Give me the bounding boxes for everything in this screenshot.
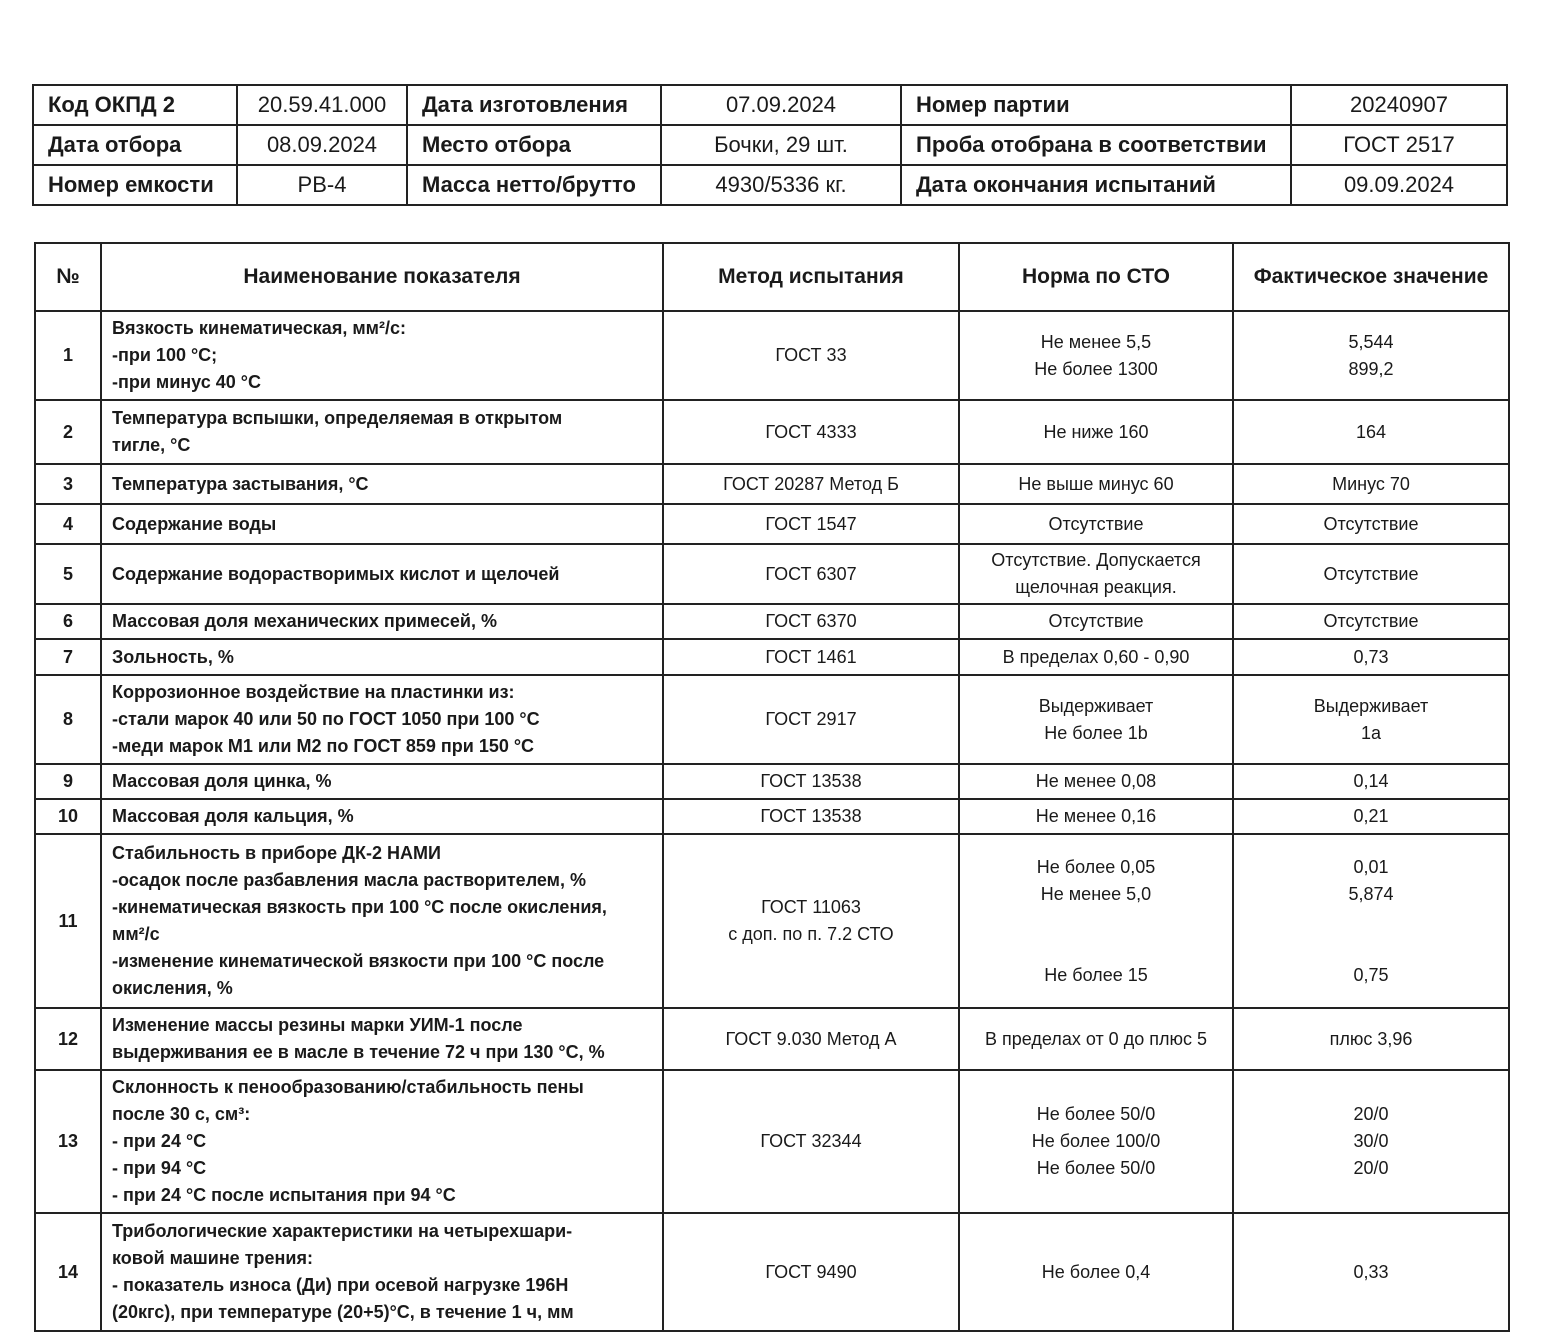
norm-line: Не ниже 160 [1043,421,1149,442]
tank-number-value: РВ-4 [237,165,407,205]
norm-line: Не более 1300 [1034,358,1158,379]
indicator-line: Склонность к пенообразованию/стабильность пены [112,1077,584,1097]
info-row [33,85,1507,125]
norm-line: Не менее 0,16 [1035,806,1157,826]
indicator-name [101,544,663,604]
indicator-name [101,400,663,464]
actual-line: 899,2 [1348,358,1394,379]
indicator-line: Коррозионное воздействие на пластинки из: [112,682,515,702]
indicator-name [101,675,663,764]
test-method [663,1213,959,1331]
indicator-name [101,464,663,504]
indicator-line: -кинематическая вязкость при 100 °С после окисления, [112,897,607,917]
row-number: 4 [35,504,101,544]
test-method [663,504,959,544]
actual-value [1233,1213,1509,1331]
test-method [663,675,959,764]
actual-value [1233,400,1509,464]
actual-line: 0,14 [1353,771,1389,791]
method-line: ГОСТ 9490 [765,1261,857,1282]
method-line: с доп. по п. 7.2 СТО [728,924,894,944]
actual-value [1233,504,1509,544]
row-number: 10 [35,799,101,834]
actual-line: 30/0 [1353,1131,1389,1151]
actual-line: плюс 3,96 [1329,1028,1413,1049]
sampling-place-label: Место отбора [407,125,661,165]
method-line: ГОСТ 6370 [765,611,857,631]
indicator-line: - при 24 °С после испытания при 94 °С [112,1185,456,1205]
table-row [35,604,1509,639]
indicator-line: Зольность, % [112,646,234,667]
norm-value [959,1213,1233,1331]
col-header-method: Метод испытания [663,243,959,311]
actual-line: 5,544 [1348,331,1394,352]
table-row [35,1070,1509,1213]
norm-line: Не более 50/0 [1036,1104,1156,1124]
method-line: ГОСТ 20287 Метод Б [723,473,899,494]
col-header-norm: Норма по СТО [959,243,1233,311]
indicator-name [101,311,663,400]
okpd-code-value: 20.59.41.000 [237,85,407,125]
batch-info-table [32,84,1508,206]
table-row [35,799,1509,834]
table-row [35,400,1509,464]
indicator-line: после 30 с, см³: [112,1104,251,1124]
indicator-line: Массовая доля кальция, % [112,806,354,826]
table-row [35,1213,1509,1331]
actual-line: 0,21 [1353,806,1389,826]
norm-value [959,400,1233,464]
norm-line: Не более 15 [1044,964,1148,985]
row-number: 7 [35,639,101,675]
info-row [33,125,1507,165]
method-line: ГОСТ 11063 [761,897,861,917]
method-line: ГОСТ 4333 [765,421,857,442]
indicator-line: Массовая доля цинка, % [112,771,332,791]
sampling-standard-value: ГОСТ 2517 [1291,125,1507,165]
indicator-line: Стабильность в приборе ДК-2 НАМИ [112,843,441,863]
results-body [35,311,1509,1331]
indicator-name [101,1213,663,1331]
indicator-line: - показатель износа (Ди) при осевой нагрузке 196Н [112,1275,569,1295]
norm-line: Не более 0,4 [1041,1261,1151,1282]
actual-value [1233,1070,1509,1213]
col-header-number: № [35,243,101,311]
actual-value [1233,544,1509,604]
indicator-line: выдерживания ее в масле в течение 72 ч при 130 °С, % [112,1042,605,1062]
norm-line: Отсутствие [1048,611,1144,631]
table-row [35,544,1509,604]
indicator-name [101,639,663,675]
net-gross-mass-value: 4930/5336 кг. [661,165,901,205]
sampling-standard-label: Проба отобрана в соответствии [901,125,1291,165]
norm-line: щелочная реакция. [1015,577,1177,597]
method-line: ГОСТ 13538 [760,806,862,826]
actual-value [1233,1008,1509,1070]
actual-line: 1a [1360,722,1382,743]
norm-value [959,1070,1233,1213]
norm-line: Не более 1b [1044,722,1148,743]
indicator-line: ковой машине трения: [112,1248,313,1268]
norm-value [959,834,1233,1008]
indicator-line: Температура вспышки, определяемая в открытом [112,408,563,428]
actual-line: 20/0 [1353,1104,1389,1124]
row-number: 2 [35,400,101,464]
sampling-date-label: Дата отбора [33,125,237,165]
indicator-line: (20кгс), при температуре (20+5)°С, в течение 1 ч, мм [112,1302,574,1322]
actual-line: Минус 70 [1332,473,1410,494]
col-header-actual: Фактическое значение [1233,243,1509,311]
actual-line: Отсутствие [1323,513,1419,534]
norm-value [959,464,1233,504]
actual-line: 0,75 [1353,964,1389,985]
test-method [663,1008,959,1070]
manufacture-date-value: 07.09.2024 [661,85,901,125]
test-method [663,764,959,799]
batch-number-label: Номер партии [901,85,1291,125]
indicator-line: окисления, % [112,978,233,998]
test-method [663,1070,959,1213]
table-row [35,1008,1509,1070]
actual-line: 164 [1355,421,1387,442]
norm-line: Не более 0,05 [1036,856,1156,877]
row-number: 14 [35,1213,101,1331]
indicator-line: -меди марок М1 или М2 по ГОСТ 859 при 150 °С [112,736,535,756]
norm-value [959,504,1233,544]
indicator-name [101,1070,663,1213]
norm-value [959,799,1233,834]
norm-value [959,764,1233,799]
table-row [35,504,1509,544]
manufacture-date-label: Дата изготовления [407,85,661,125]
actual-line: Выдерживает [1313,695,1429,716]
table-row [35,834,1509,1008]
indicator-line: Вязкость кинематическая, мм²/с: [112,318,406,338]
info-row [33,165,1507,205]
norm-line: Отсутствие [1048,513,1144,534]
sampling-place-value: Бочки, 29 шт. [661,125,901,165]
table-row [35,764,1509,799]
norm-value [959,604,1233,639]
row-number: 11 [35,834,101,1008]
indicator-line: - при 24 °С [112,1131,207,1151]
indicator-line: -изменение кинематической вязкости при 100 °С после [112,951,605,971]
norm-line: Не выше минус 60 [1018,473,1174,494]
test-method [663,639,959,675]
actual-value [1233,639,1509,675]
norm-value [959,544,1233,604]
indicator-name [101,799,663,834]
net-gross-mass-label: Масса нетто/брутто [407,165,661,205]
norm-line: Отсутствие. Допускается [991,550,1201,570]
test-method [663,311,959,400]
okpd-code-label: Код ОКПД 2 [33,85,237,125]
test-method [663,834,959,1008]
col-header-indicator: Наименование показателя [101,243,663,311]
indicator-line: -стали марок 40 или 50 по ГОСТ 1050 при 100 °С [112,709,540,729]
method-line: ГОСТ 13538 [760,771,862,791]
indicator-line: тигле, °С [112,435,191,455]
norm-line: Не более 50/0 [1036,1158,1156,1178]
actual-line: 0,33 [1353,1261,1389,1282]
tank-number-label: Номер емкости [33,165,237,205]
indicator-name [101,604,663,639]
norm-line: Не более 100/0 [1031,1131,1161,1151]
row-number: 8 [35,675,101,764]
test-results-table [34,242,1510,1332]
results-header-row [35,243,1509,311]
norm-line: Не менее 5,0 [1040,883,1152,904]
indicator-line: Содержание воды [112,513,277,534]
indicator-line: Массовая доля механических примесей, % [112,611,497,631]
indicator-name [101,834,663,1008]
method-line: ГОСТ 1547 [765,513,857,534]
norm-value [959,675,1233,764]
indicator-line: -при 100 °С; [112,345,218,365]
actual-value [1233,834,1509,1008]
actual-value [1233,464,1509,504]
indicator-line: мм²/с [112,924,160,944]
indicator-line: Температура застывания, °С [112,473,369,494]
indicator-name [101,1008,663,1070]
actual-line: 20/0 [1353,1158,1389,1178]
test-method [663,799,959,834]
method-line: ГОСТ 33 [775,345,847,365]
actual-line: 5,874 [1348,883,1394,904]
indicator-line: -при минус 40 °С [112,372,261,392]
row-number: 5 [35,544,101,604]
norm-line: Не менее 0,08 [1035,771,1157,791]
indicator-line: Содержание водорастворимых кислот и щелочей [112,563,560,584]
indicator-line: Трибологические характеристики на четырехшари- [112,1221,573,1241]
actual-line: Отсутствие [1323,611,1419,631]
method-line: ГОСТ 32344 [760,1131,862,1151]
method-line: ГОСТ 1461 [765,646,857,667]
test-end-date-label: Дата окончания испытаний [901,165,1291,205]
method-line: ГОСТ 2917 [765,709,857,729]
method-line: ГОСТ 6307 [765,563,857,584]
actual-line: 0,01 [1353,856,1389,877]
table-row [35,675,1509,764]
test-method [663,604,959,639]
row-number: 9 [35,764,101,799]
row-number: 13 [35,1070,101,1213]
indicator-line: Изменение массы резины марки УИМ-1 после [112,1015,523,1035]
actual-value [1233,311,1509,400]
sampling-date-value: 08.09.2024 [237,125,407,165]
norm-line: Выдерживает [1038,695,1154,716]
actual-line: 0,73 [1353,646,1389,667]
norm-line: Не менее 5,5 [1040,331,1152,352]
indicator-name [101,504,663,544]
norm-value [959,311,1233,400]
indicator-line: - при 94 °С [112,1158,207,1178]
actual-line: Отсутствие [1323,563,1419,584]
norm-value [959,1008,1233,1070]
test-method [663,464,959,504]
row-number: 1 [35,311,101,400]
test-method [663,544,959,604]
norm-value [959,639,1233,675]
norm-line: В пределах от 0 до плюс 5 [985,1028,1207,1049]
row-number: 3 [35,464,101,504]
indicator-line: -осадок после разбавления масла растворителем, % [112,870,586,890]
batch-number-value: 20240907 [1291,85,1507,125]
test-method [663,400,959,464]
test-end-date-value: 09.09.2024 [1291,165,1507,205]
actual-value [1233,764,1509,799]
actual-value [1233,675,1509,764]
table-row [35,639,1509,675]
actual-value [1233,799,1509,834]
row-number: 6 [35,604,101,639]
row-number: 12 [35,1008,101,1070]
table-row [35,311,1509,400]
norm-line: В пределах 0,60 - 0,90 [1002,646,1190,667]
indicator-name [101,764,663,799]
actual-value [1233,604,1509,639]
table-row [35,464,1509,504]
method-line: ГОСТ 9.030 Метод А [725,1028,897,1049]
